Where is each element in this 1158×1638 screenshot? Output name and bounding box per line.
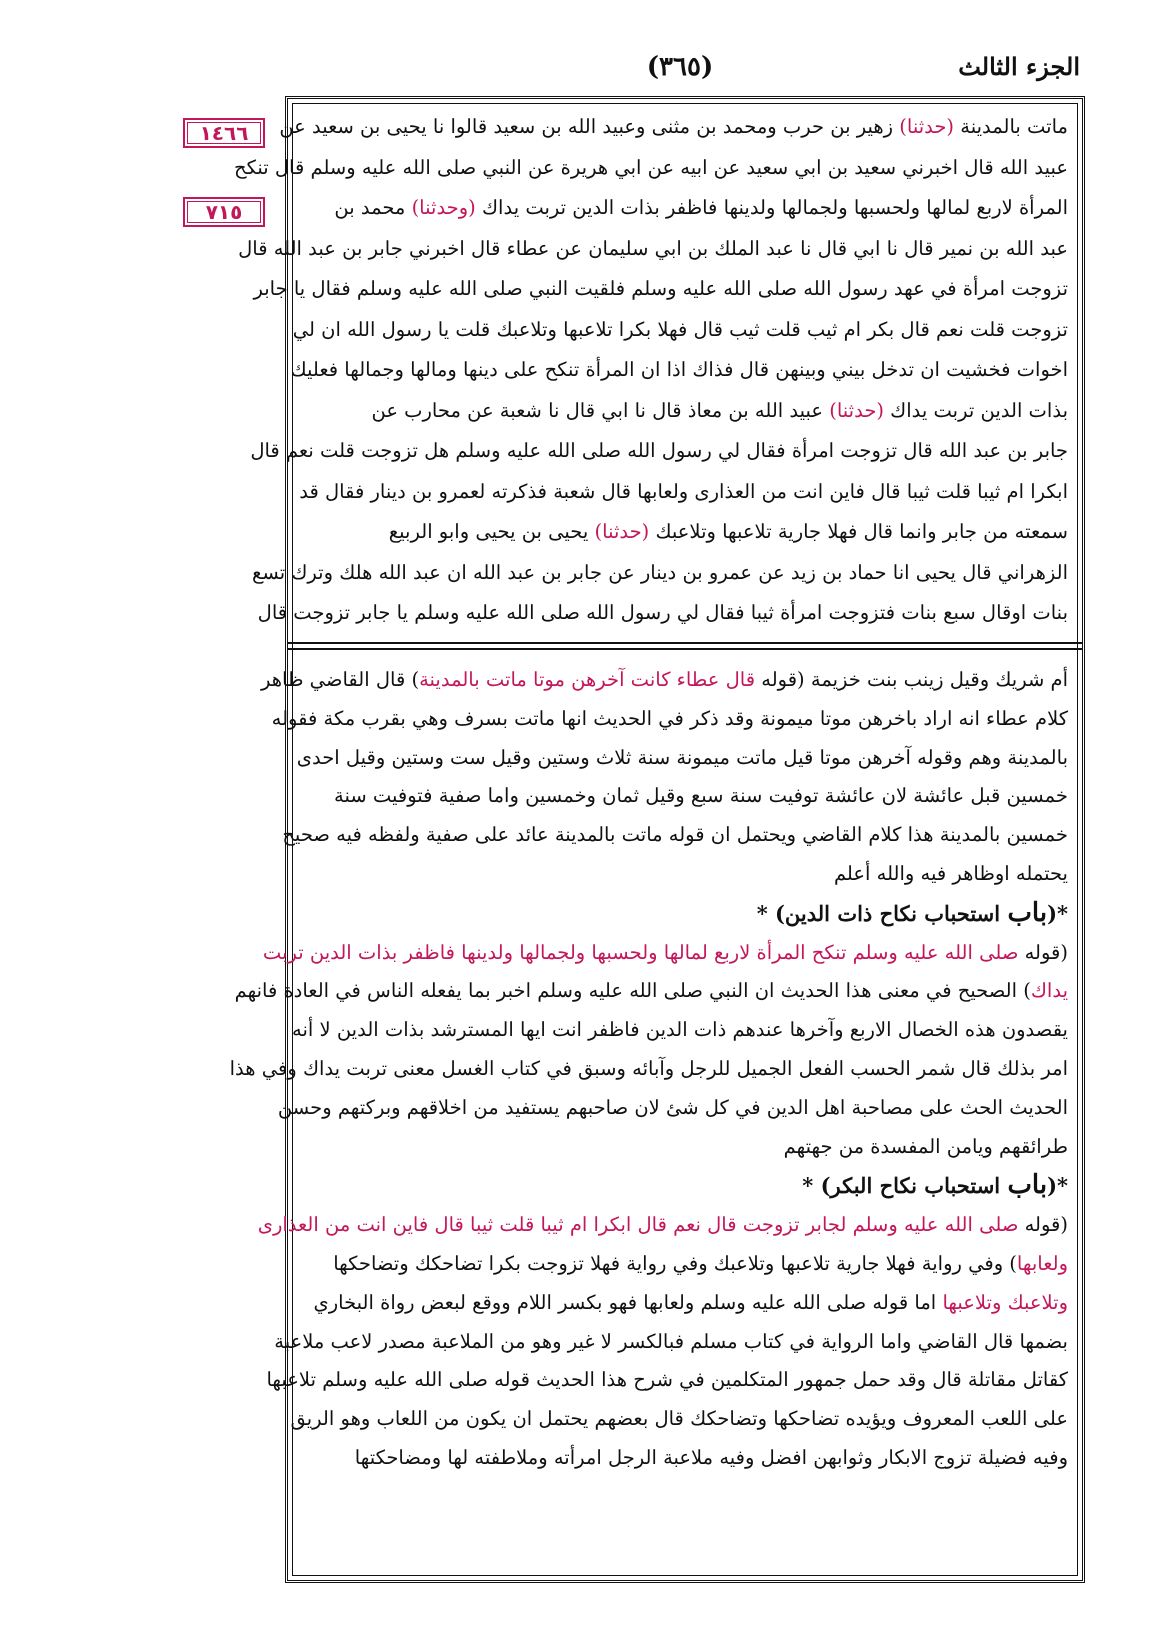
- hadith-line: [279, 107, 1068, 148]
- text-segment: اما قوله صلى الله عليه وسلم ولعابها فهو بكسر اللام ووقع لبعض رواة البخاري: [313, 1290, 943, 1314]
- page-number: (٣٦٥): [646, 52, 714, 82]
- text-segment: اخوات فخشيت ان تدخل بيني وبينهن قال فذاك اذا ان المرأة تنكح على دينها ومالها وجمالها فعليك: [290, 358, 1068, 381]
- text-segment: كلام عطاء انه اراد باخرهن موتا ميمونة وقد ذكر في الحديث انها ماتت بسرف وهي بقرب مكة فقوله: [271, 706, 1068, 730]
- text-segment: امر بذلك قال شمر الحسب الفعل الجميل للرجل وآبائه وسبق في كتاب الغسل معنى تربت يداك وفي هذا: [229, 1056, 1068, 1080]
- chapter-title: [310, 1166, 1068, 1206]
- text-segment: جابر بن عبد الله قال تزوجت امرأة فقال لي رسول الله صلى الله عليه وسلم هل تزوجت قلت نعم قال: [250, 439, 1068, 462]
- hadith-line: [257, 593, 1068, 634]
- commentary-line: [274, 1323, 1068, 1362]
- text-segment: أم شريك وقيل زينب بنت خزيمة (قوله: [755, 668, 1068, 691]
- margin-hadith-number: ١٤٦٦: [183, 118, 265, 148]
- commentary-line: [310, 855, 1068, 894]
- commentary-text-block: [229, 661, 1068, 1478]
- hadith-line: [299, 472, 1068, 513]
- volume-title: الجزء الثالث: [958, 52, 1080, 81]
- text-segment: بنات اوقال سبع بنات فتزوجت امرأة ثيبا فقال لي رسول الله صلى الله عليه وسلم يا جابر تزوجت قال: [257, 601, 1068, 624]
- text-segment: (قوله: [1018, 940, 1068, 964]
- text-segment: سمعته من جابر وانما قال فهلا جارية تلاعبها وتلاعبك: [649, 520, 1068, 543]
- hadith-line: [310, 391, 1068, 432]
- hadith-line: [292, 310, 1068, 351]
- highlighted-text: ولعابها: [1016, 1251, 1068, 1275]
- commentary-line: [290, 1400, 1068, 1439]
- margin-hadith-number: ٧١٥: [183, 197, 265, 227]
- commentary-line: [271, 700, 1068, 739]
- text-segment: تزوجت قلت نعم قال بكر ام ثيب قلت ثيب قال فهلا بكرا تلاعبها وتلاعبك قلت يا رسول الله ان لي: [292, 317, 1068, 341]
- highlighted-text: (حدثنا): [829, 398, 884, 422]
- commentary-line: [310, 1245, 1068, 1284]
- commentary-line: [282, 816, 1068, 855]
- chapter-title: [310, 894, 1068, 934]
- commentary-line: [310, 1128, 1068, 1167]
- commentary-line: [260, 661, 1068, 700]
- text-segment: استحباب نكاح ذات الدين) *: [756, 900, 1008, 926]
- highlighted-text: صلى الله عليه وسلم تنكح المرأة لاربع لمالها ولحسبها ولجمالها ولدينها فاظفر بذات الدين تربت: [262, 940, 1019, 964]
- text-segment: ماتت بالمدينة: [954, 115, 1068, 138]
- commentary-line: [234, 972, 1068, 1011]
- page-frame: [229, 96, 1085, 1583]
- text-segment: بضمها قال القاضي واما الرواية في كتاب مسلم فبالكسر لا غير وهو من الملاعبة مصدر لاعب ملاعبة: [274, 1329, 1068, 1353]
- hadith-line: [250, 431, 1068, 472]
- commentary-line: [266, 1361, 1068, 1400]
- text-segment: *(: [1047, 900, 1068, 926]
- commentary-line: [292, 1011, 1068, 1050]
- commentary-line: [257, 1206, 1068, 1245]
- text-segment: ابكرا ام ثيبا قلت ثيبا قال فاين انت من العذارى ولعابها قال شعبة فذكرته لعمرو بن دينار فقال قد: [299, 479, 1068, 503]
- highlighted-text: صلى الله عليه وسلم لجابر تزوجت قال نعم قال ابكرا ام ثيبا قلت ثيبا قال فاين انت من العذارى: [257, 1213, 1019, 1237]
- hadith-line: [310, 188, 1068, 229]
- text-segment: عبيد الله قال اخبرني سعيد بن ابي سعيد عن ابيه عن ابي هريرة عن النبي صلى الله عليه وسلم قال تنكح: [233, 155, 1068, 179]
- hadith-line: [251, 553, 1068, 594]
- highlighted-text: (حدثنا): [899, 115, 955, 138]
- text-segment: يحتمله اوظاهر فيه والله أعلم: [833, 861, 1068, 885]
- text-segment: عبيد الله بن معاذ قال نا ابي قال نا شعبة عن محارب عن: [371, 398, 830, 422]
- page-header: [290, 52, 1080, 92]
- text-segment: المرأة لاربع لمالها ولحسبها ولجمالها ولدينها فاظفر بذات الدين تربت يداك: [475, 196, 1068, 219]
- text-segment: زهير بن حرب ومحمد بن مثنى وعبيد الله بن سعيد قالوا نا يحيى بن سعيد عن: [279, 115, 900, 138]
- commentary-line: [277, 1089, 1068, 1128]
- commentary-line: [262, 934, 1068, 973]
- chapter-label: باب: [1007, 897, 1048, 928]
- text-segment: خمسين بالمدينة هذا كلام القاضي ويحتمل ان قوله ماتت بالمدينة عائد على صفية ولفظه فيه صحيح: [282, 823, 1068, 847]
- hadith-line: [310, 512, 1068, 553]
- highlighted-text: وتلاعبك وتلاعبها: [942, 1290, 1068, 1314]
- commentary-line: [310, 1284, 1068, 1323]
- text-segment: ) وفي رواية فهلا جارية تلاعبها وتلاعبك وفي رواية فهلا تزوجت بكرا تضاحكك وتضاحكها: [333, 1251, 1017, 1275]
- text-segment: الزهراني قال يحيى انا حماد بن زيد عن عمرو بن دينار عن جابر بن عبد الله ان عبد الله هلك وترك تسع: [251, 560, 1068, 584]
- text-segment: على اللعب المعروف ويؤيده تضاحكها وتضاحكك قال بعضهم يحتمل ان يكون من اللعاب وهو الريق: [290, 1407, 1068, 1431]
- text-segment: (قوله: [1018, 1213, 1068, 1237]
- text-segment: بالمدينة وهم وقوله آخرهن موتا قيل ماتت ميمونة سنة ثلاث وستين وقيل ست وستين وقيل احدى: [296, 745, 1068, 769]
- commentary-line: [296, 739, 1068, 778]
- text-segment: يحيى بن يحيى وابو الربيع: [388, 520, 595, 543]
- text-segment: استحباب نكاح البكر) *: [802, 1173, 1008, 1199]
- hadith-line: [233, 148, 1068, 189]
- text-segment: ) قال القاضي ظاهر: [260, 668, 420, 691]
- commentary-line: [310, 1439, 1068, 1478]
- chapter-label: باب: [1007, 1170, 1048, 1201]
- text-segment: يقصدون هذه الخصال الاربع وآخرها عندهم ذات الدين فاظفر انت ايها المسترشد بذات الدين لا أنه: [292, 1018, 1068, 1042]
- hadith-line: [238, 229, 1068, 270]
- hadith-line: [290, 350, 1068, 391]
- highlighted-text: (حدثنا): [594, 520, 650, 543]
- text-segment: ) الصحيح في معنى هذا الحديث ان النبي صلى الله عليه وسلم اخبر بما يفعله الناس في العادة فانهم: [234, 979, 1031, 1003]
- commentary-line: [229, 1050, 1068, 1089]
- section-divider: [288, 642, 1082, 650]
- text-segment: *(: [1047, 1173, 1068, 1199]
- text-segment: الحديث الحث على مصاحبة اهل الدين في كل شئ لان صاحبهم يستفيد من اخلاقهم وبركتهم وحسن: [277, 1095, 1068, 1119]
- text-segment: وفيه فضيلة تزوج الابكار وثوابهن افضل وفيه ملاعبة الرجل امرأته وملاطفته لها ومضاحكتها: [354, 1445, 1068, 1469]
- hadith-line: [253, 269, 1068, 310]
- hadith-text-block: [233, 107, 1068, 634]
- text-segment: كقاتل مقاتلة قال وقد حمل جمهور المتكلمين في شرح هذا الحديث قوله صلى الله عليه وسلم تلاعبها: [266, 1368, 1068, 1392]
- highlighted-text: قال عطاء كانت آخرهن موتا ماتت بالمدينة: [419, 668, 756, 691]
- text-segment: طرائقهم ويامن المفسدة من جهتهم: [783, 1134, 1068, 1158]
- highlighted-text: يداك: [1030, 979, 1068, 1003]
- text-segment: تزوجت امرأة في عهد رسول الله صلى الله عليه وسلم فلقيت النبي صلى الله عليه وسلم فقال يا جابر: [253, 277, 1068, 300]
- text-segment: خمسين قبل عائشة لان عائشة توفيت سنة سبع وقيل ثمان وخمسين واما صفية فتوفيت سنة: [333, 784, 1068, 808]
- text-segment: عبد الله بن نمير قال نا ابي قال نا عبد الملك بن ابي سليمان عن عطاء قال اخبرني جابر بن عبد الله قال: [238, 236, 1068, 260]
- text-segment: محمد بن: [334, 196, 412, 219]
- text-segment: بذات الدين تربت يداك: [883, 398, 1068, 422]
- commentary-line: [310, 777, 1068, 816]
- highlighted-text: (وحدثنا): [411, 196, 476, 219]
